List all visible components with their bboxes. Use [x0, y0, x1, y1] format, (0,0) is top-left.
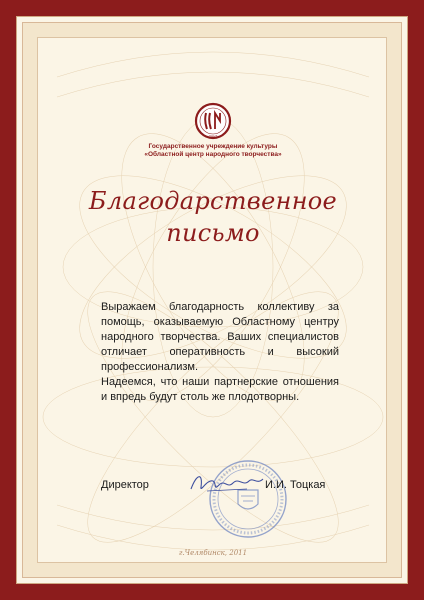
handwritten-signature-icon [187, 469, 267, 497]
signatory-name: И.И. Тоцкая [265, 479, 326, 491]
svg-text:ОЦНТ: ОЦНТ [208, 134, 218, 138]
organization-name [107, 143, 319, 159]
letter-sheet [16, 16, 408, 584]
ots-emblem-icon [193, 101, 233, 141]
organization-line-2: «Областной центр народного творчества» [144, 151, 282, 158]
title-line-2: письмо [166, 219, 260, 247]
letter-title [57, 185, 369, 249]
body-paragraph-2: Надеемся, что наши партнерские отношения и впредь будут столь же плодотворны. [101, 376, 339, 403]
organization-line-1: Государственное учреждение культуры [148, 143, 278, 150]
official-seal-icon [203, 454, 293, 544]
body-paragraph-1: Выражаем благодарность коллективу за помощь, оказываемую Областному центру народного творчества. Ваших специалистов отличает оперативность и высокий профессионализм. [101, 301, 339, 373]
signatory-role: Директор [101, 479, 149, 491]
letter-body [101, 300, 339, 405]
title-line-1: Благодарственное [88, 187, 338, 215]
place-and-date: г.Челябинск, 2011 [178, 549, 248, 557]
